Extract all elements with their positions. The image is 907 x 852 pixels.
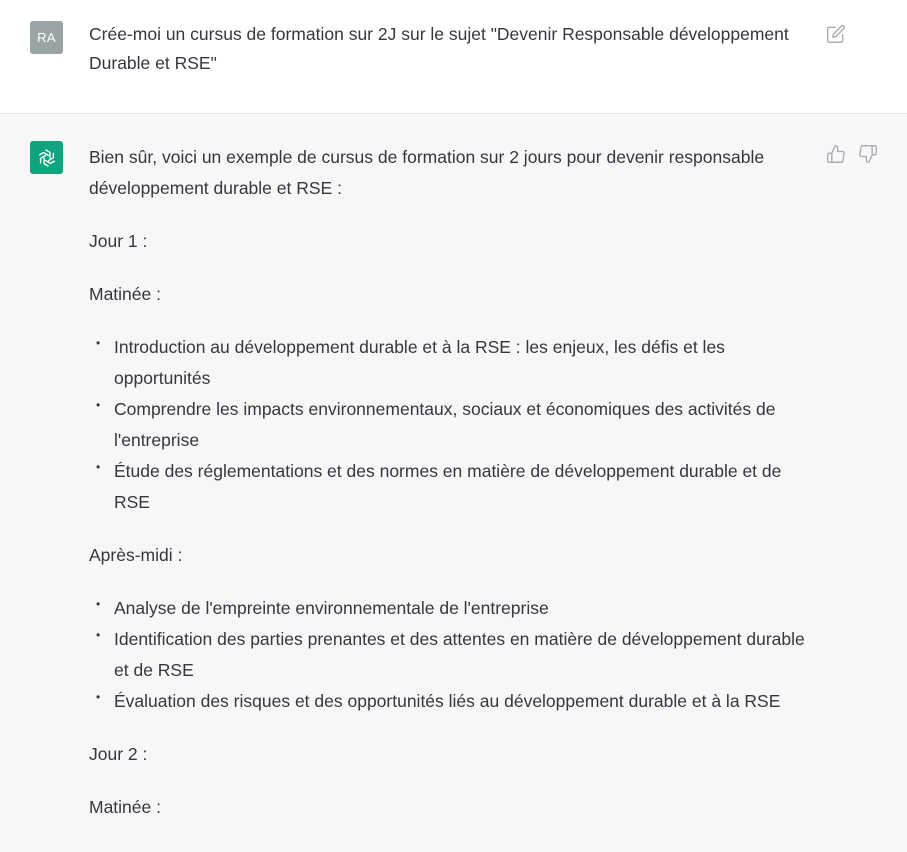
day1-morning-list — [89, 332, 814, 518]
list-item: • Évaluation des risques et des opportunités liés au développement durable et à la RSE — [114, 686, 814, 717]
assistant-avatar — [30, 141, 63, 174]
assistant-intro: Bien sûr, voici un exemple de cursus de formation sur 2 jours pour devenir responsable développement durable et RSE : — [89, 147, 765, 198]
feedback-buttons — [826, 144, 878, 164]
edit-icon[interactable] — [826, 24, 846, 44]
assistant-message-content — [89, 142, 814, 845]
day1-afternoon-heading: Après-midi : — [89, 545, 183, 565]
day1-afternoon-list — [89, 593, 814, 717]
openai-logo-icon — [36, 147, 58, 169]
thumbs-down-icon[interactable] — [858, 144, 878, 164]
day2-heading: Jour 2 : — [89, 744, 148, 764]
list-item: • Introduction au développement durable et à la RSE : les enjeux, les défis et les opportunités — [114, 332, 814, 394]
list-item: • Identification des parties prenantes et des attentes en matière de développement durable et de RSE — [114, 624, 814, 686]
day1-heading: Jour 1 : — [89, 231, 148, 251]
user-message-text: Crée-moi un cursus de formation sur 2J sur le sujet "Devenir Responsable développement Durable et RSE" — [89, 24, 789, 73]
user-avatar-initials: RA — [37, 30, 56, 45]
assistant-message-row — [0, 114, 907, 852]
user-message-row — [0, 0, 907, 114]
list-item: • Analyse de l'empreinte environnementale de l'entreprise — [114, 593, 814, 624]
list-item: • Étude des réglementations et des normes en matière de développement durable et de RSE — [114, 456, 814, 518]
thumbs-up-icon[interactable] — [826, 144, 846, 164]
list-item: • Comprendre les impacts environnementaux, sociaux et économiques des activités de l'entreprise — [114, 394, 814, 456]
user-avatar — [30, 21, 63, 54]
day1-morning-heading: Matinée : — [89, 284, 161, 304]
day2-morning-heading: Matinée : — [89, 797, 161, 817]
